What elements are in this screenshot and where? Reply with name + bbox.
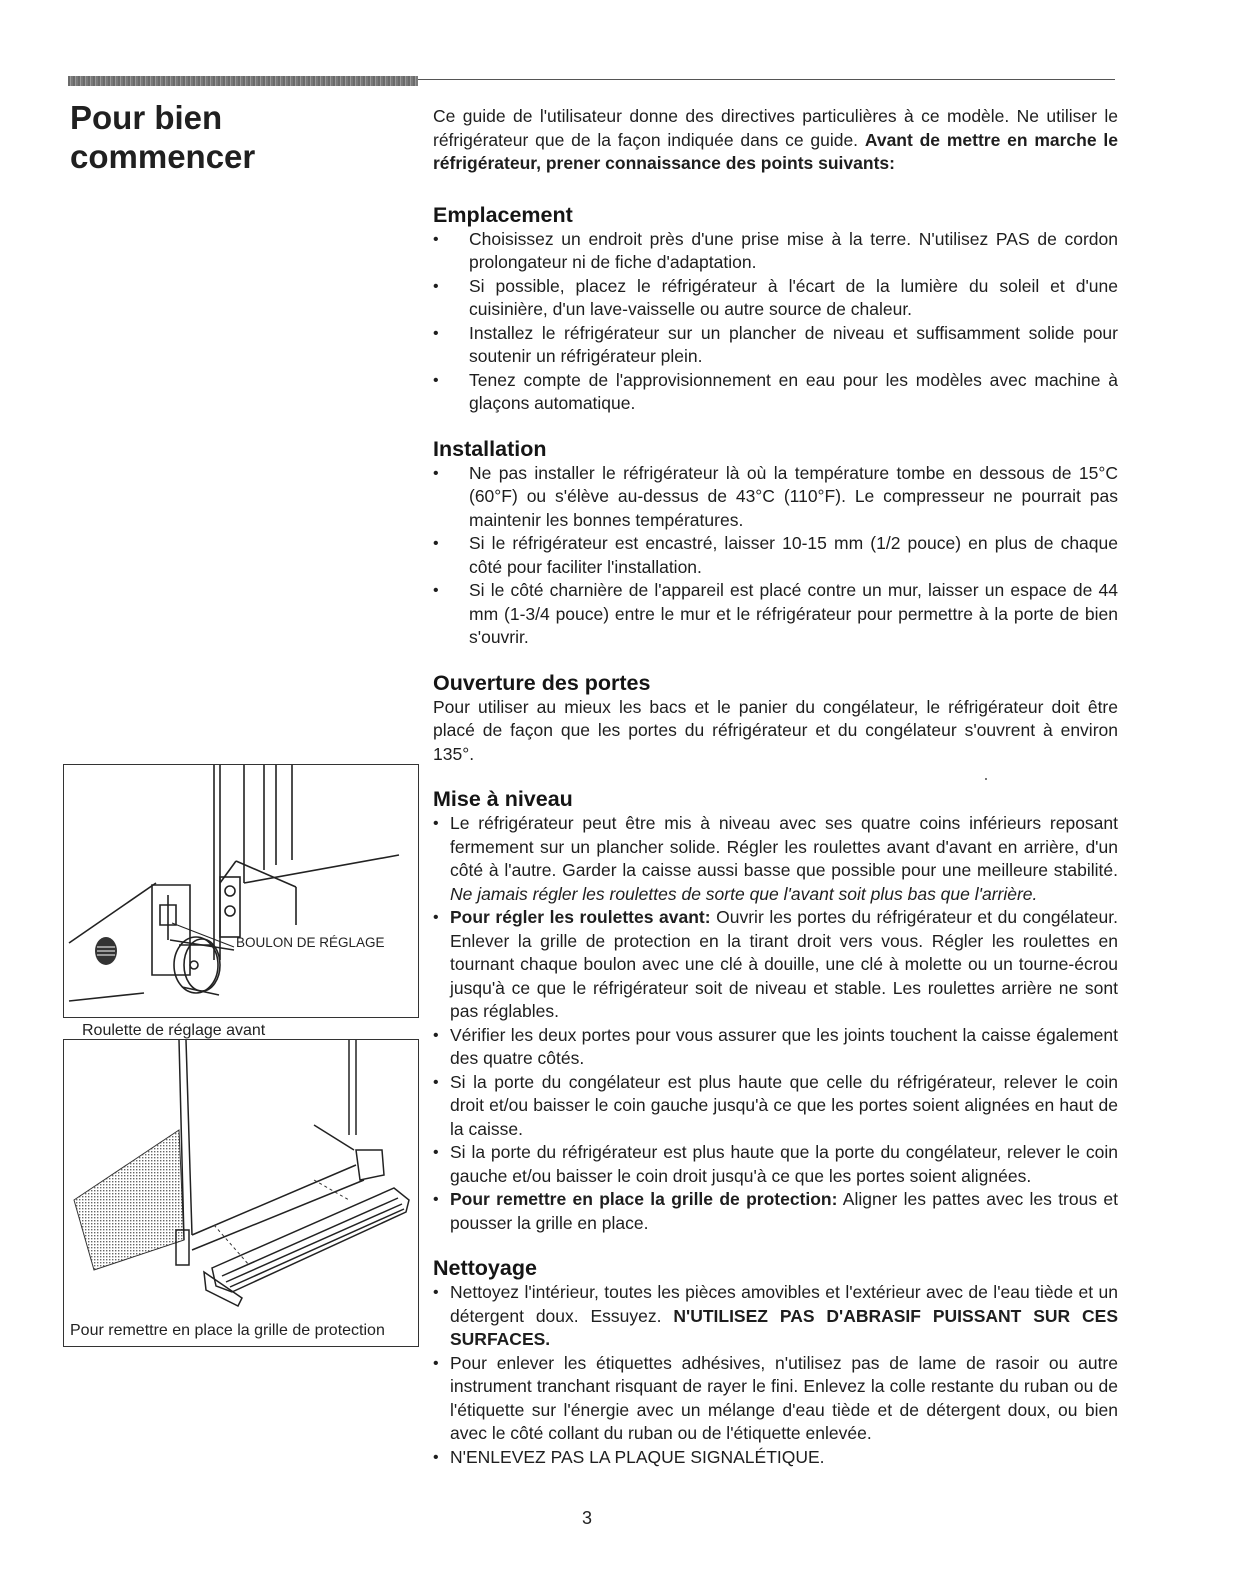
item-text: Ouvrir les portes du réfrigérateur et du congélateur. Enlever la grille de protection en la tirant droit vers vous. Régler les roulettes en tournant chaque boulon avec une clé à douille, une clé à molette ou un tourne-écrou jusqu'à ce que le réfrigérateur soit de niveau et stable. Les roulettes arrière ne sont pas réglables. (450, 907, 1118, 1021)
emplacement-item: • Tenez compte de l'approvisionnement en eau pour les modèles avec machine à glaçons automatique. (433, 369, 1118, 416)
item-bold-text: N'UTILISEZ PAS D'ABRASIF PUISSANT SUR CES SURFACES. (450, 1305, 1119, 1349)
main-column (433, 105, 1118, 1469)
installation-item: • Si le réfrigérateur est encastré, laisser 10-15 mm (1/2 pouce) en plus de chaque côté pour faciliter l'installation. (433, 532, 1118, 579)
mise-a-niveau-item (433, 906, 1118, 1024)
figure-toe-grille (63, 1039, 419, 1347)
installation-item: • Ne pas installer le réfrigérateur là où la température tombe en dessous de 15°C (60°F) ou s'élève au-dessus de 43°C (110°F). Le compresseur ne pourrait pas maintenir les bonnes températures. (433, 462, 1118, 533)
heading-installation: Installation (433, 436, 547, 461)
emplacement-item: • Installez le réfrigérateur sur un plancher de niveau et suffisamment solide pour soutenir un réfrigérateur plein. (433, 322, 1118, 369)
mise-a-niveau-item: • Si la porte du congélateur est plus haute que celle du réfrigérateur, relever le coin droit et/ou baisser le coin gauche jusqu'à ce que les portes soient alignées en haut de la caisse. (433, 1071, 1118, 1142)
installation-item: • Si le côté charnière de l'appareil est placé contre un mur, laisser un espace de 44 mm (1-3/4 pouce) entre le mur et le réfrigérateur pour permettre à la porte de bien s'ouvrir. (433, 579, 1118, 650)
emplacement-item: • Choisissez un endroit près d'une prise mise à la terre. N'utilisez PAS de cordon prolongateur ni de fiche d'adaptation. (433, 228, 1118, 275)
intro-paragraph (433, 105, 1118, 176)
mise-a-niveau-item: • Si la porte du réfrigérateur est plus haute que la porte du congélateur, relever le coin gauche et/ou baisser le coin droit jusqu'à ce que les portes soient alignées. (433, 1141, 1118, 1188)
heading-mise-a-niveau: Mise à niveau (433, 787, 573, 811)
mise-a-niveau-item: • Vérifier les deux portes pour vous assurer que les joints touchent la caisse également des quatre côtés. (433, 1024, 1118, 1071)
emplacement-item: • Si possible, placez le réfrigérateur à l'écart de la lumière du soleil et d'une cuisinière, d'un lave-vaisselle ou autre source de chaleur. (433, 275, 1118, 322)
page-number: 3 (582, 1508, 593, 1528)
heading-nettoyage: Nettoyage (433, 1256, 537, 1280)
intro-text: Ce guide de l'utilisateur donne des directives particulières à ce modèle. Ne utiliser le réfrigérateur que de la façon indiquée dans ce guide. (433, 106, 1118, 150)
section-title-line1: Pour bien (70, 99, 223, 136)
section-title (70, 98, 400, 176)
installation-list (433, 462, 1118, 650)
mise-a-niveau-item (433, 812, 1118, 906)
figure-caption-front-roller: Roulette de réglage avant (82, 1022, 266, 1039)
mise-a-niveau-list (433, 812, 1118, 1235)
header-rule-line (418, 79, 1115, 80)
scan-speck (985, 778, 987, 780)
grille-illustration (64, 1040, 418, 1346)
nettoyage-item: • N'ENLEVEZ PAS LA PLAQUE SIGNALÉTIQUE. (433, 1446, 1118, 1470)
section-title-line2: commencer (70, 138, 256, 175)
item-italic-text: Ne jamais régler les roulettes de sorte que l'avant soit plus bas que l'arrière. (450, 883, 1038, 904)
header-rule-bar (68, 76, 418, 86)
heading-emplacement: Emplacement (433, 202, 573, 227)
nettoyage-item (433, 1281, 1118, 1352)
adjustment-bolt-label: BOULON DE RÉGLAGE (236, 935, 385, 950)
item-text: Nettoyez l'intérieur, toutes les pièces amovibles et l'extérieur avec de l'eau tiède et un détergent doux. Essuyez. (450, 1282, 1118, 1326)
figure-caption-toe-grille: Pour remettre en place la grille de protection (70, 1322, 385, 1339)
emplacement-list (433, 228, 1118, 416)
mise-a-niveau-item (433, 1188, 1118, 1235)
roller-illustration (64, 765, 418, 1017)
heading-ouverture: Ouverture des portes (433, 670, 651, 695)
item-bold-text: Pour remettre en place la grille de protection: (450, 1189, 838, 1209)
nettoyage-item: • Pour enlever les étiquettes adhésives, n'utilisez pas de lame de rasoir ou autre instrument tranchant risquant de rayer le fini. Enlevez la colle restante du ruban ou de l'étiquette sur l'énergie avec un mélange d'eau tiède et de détergent doux, ou bien avec le côté collant du ruban ou de l'étiquette enlevée. (433, 1352, 1118, 1446)
figure-front-roller (63, 764, 419, 1018)
item-text: Le réfrigérateur peut être mis à niveau avec ses quatre coins inférieurs reposant fermement sur un plancher solide. Régler les roulettes avant d'avant en arrière, d'un côté à l'autre. Garder la caisse aussi basse que possible pour une meilleure stabilité. (450, 813, 1118, 880)
nettoyage-list (433, 1281, 1118, 1469)
ouverture-paragraph: Pour utiliser au mieux les bacs et le panier du congélateur, le réfrigérateur doit être placé de façon que les portes du réfrigérateur et du congélateur s'ouvrent à environ 135°. (433, 696, 1118, 764)
item-text: Aligner les pattes avec les trous et pousser la grille en place. (450, 1189, 1118, 1233)
intro-bold-text: Avant de mettre en marche le réfrigérateur, prener connaissance des points suivants: (433, 129, 1118, 173)
item-bold-text: Pour régler les roulettes avant: (450, 907, 711, 927)
